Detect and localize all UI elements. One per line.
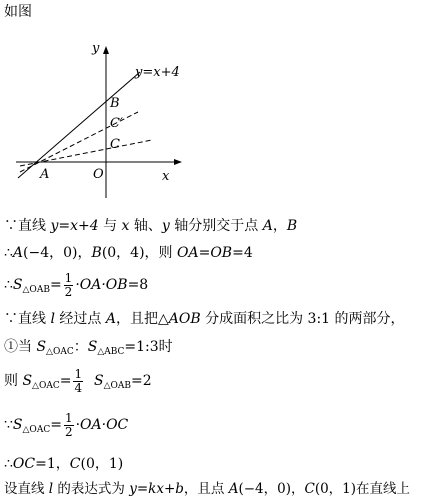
t: =4 <box>232 245 253 261</box>
t: A <box>105 311 116 327</box>
t: · <box>75 417 81 433</box>
t: 则 <box>4 373 23 389</box>
t: y=x+4 <box>50 218 99 234</box>
t: B <box>91 245 102 261</box>
line-7 <box>4 410 128 445</box>
t: S <box>94 373 104 389</box>
line-3 <box>4 270 148 305</box>
t: y=kx+b <box>129 481 184 497</box>
t: OA=OB <box>177 245 233 261</box>
line-label: y=x+4 <box>135 65 180 80</box>
t: x <box>121 218 130 234</box>
t: C <box>69 456 81 472</box>
t: ①当 <box>4 339 37 355</box>
t: △OAC <box>32 381 60 391</box>
t: 1 <box>64 410 73 425</box>
t: 分成面积之比为 3:1 的两部分， <box>200 311 405 327</box>
t: AOB <box>168 311 201 327</box>
t: A <box>262 218 273 234</box>
t: S <box>12 417 23 433</box>
t: 设直线 <box>4 481 49 497</box>
t: =8 <box>127 277 149 293</box>
t: (−4，0)， <box>23 245 92 261</box>
t: ∵直线 <box>4 218 51 234</box>
t: =1:3时 <box>124 339 173 355</box>
t: 轴分别交于点 <box>169 218 263 234</box>
t: 的表达式为 <box>53 481 130 497</box>
t: A <box>228 481 239 497</box>
t: ∵ <box>4 417 13 433</box>
t: ： <box>73 339 88 355</box>
t: OA·OB <box>79 277 128 293</box>
y-axis-arrow <box>103 46 109 54</box>
t: ∴ <box>4 245 13 261</box>
t: C <box>304 481 315 497</box>
point-c-prime-label: C′ <box>110 116 123 131</box>
line-2 <box>4 244 253 262</box>
t: 轴、 <box>129 218 162 234</box>
t: y <box>161 218 170 234</box>
point-a-label: A <box>40 167 50 182</box>
line-9 <box>4 480 410 498</box>
t: ∵直线 <box>4 311 51 327</box>
t: 1 <box>64 270 73 285</box>
t: 2 <box>64 284 73 299</box>
t: = <box>50 417 62 433</box>
y-axis-label: y <box>92 41 100 56</box>
t: △OAC <box>22 425 51 435</box>
t: = <box>59 373 72 389</box>
t: l <box>48 481 54 497</box>
heading: 如图 <box>4 4 32 20</box>
t: 经过点 <box>54 311 106 327</box>
t: (0，1) <box>80 456 124 472</box>
t: l <box>50 311 55 327</box>
t: ，且点 <box>183 481 229 497</box>
t: S <box>36 339 47 355</box>
line-6 <box>4 366 152 401</box>
t: ∴ <box>4 277 13 293</box>
t: S <box>87 339 98 355</box>
fraction <box>73 368 83 395</box>
t: = <box>49 277 62 293</box>
origin-label: O <box>93 167 104 182</box>
x-axis-label: x <box>162 169 170 184</box>
fraction <box>64 272 74 299</box>
t: =1， <box>35 456 70 472</box>
t: OA·OC <box>80 417 129 433</box>
t: (−4，0)， <box>238 481 305 497</box>
fraction <box>64 412 74 439</box>
t: △OAC <box>46 347 74 357</box>
line-8 <box>4 455 123 473</box>
t: A <box>12 245 24 261</box>
t: △ABC <box>97 347 125 357</box>
point-b-label: B <box>110 96 120 111</box>
t: B <box>286 218 298 234</box>
t: △OAB <box>103 381 132 391</box>
line-4 <box>4 310 405 328</box>
point-c-label: C <box>110 137 120 152</box>
line-1 <box>4 217 297 235</box>
t: ，且把△ <box>115 311 169 327</box>
t: 1 <box>74 366 83 381</box>
t: △OAB <box>22 285 50 295</box>
t: ， <box>272 218 287 234</box>
t: =2 <box>131 373 152 389</box>
t: OC <box>12 456 36 472</box>
t: (0，1)在直线上 <box>314 481 411 497</box>
t: 与 <box>98 218 122 234</box>
t: S <box>22 373 33 389</box>
t: (0，4)，则 <box>101 245 178 261</box>
line-5 <box>4 338 173 361</box>
t: ∴ <box>4 456 13 472</box>
t: S <box>12 277 23 293</box>
t: 4 <box>74 380 83 395</box>
x-axis-arrow <box>174 159 182 165</box>
t: · <box>75 277 80 293</box>
t: 2 <box>64 424 73 439</box>
